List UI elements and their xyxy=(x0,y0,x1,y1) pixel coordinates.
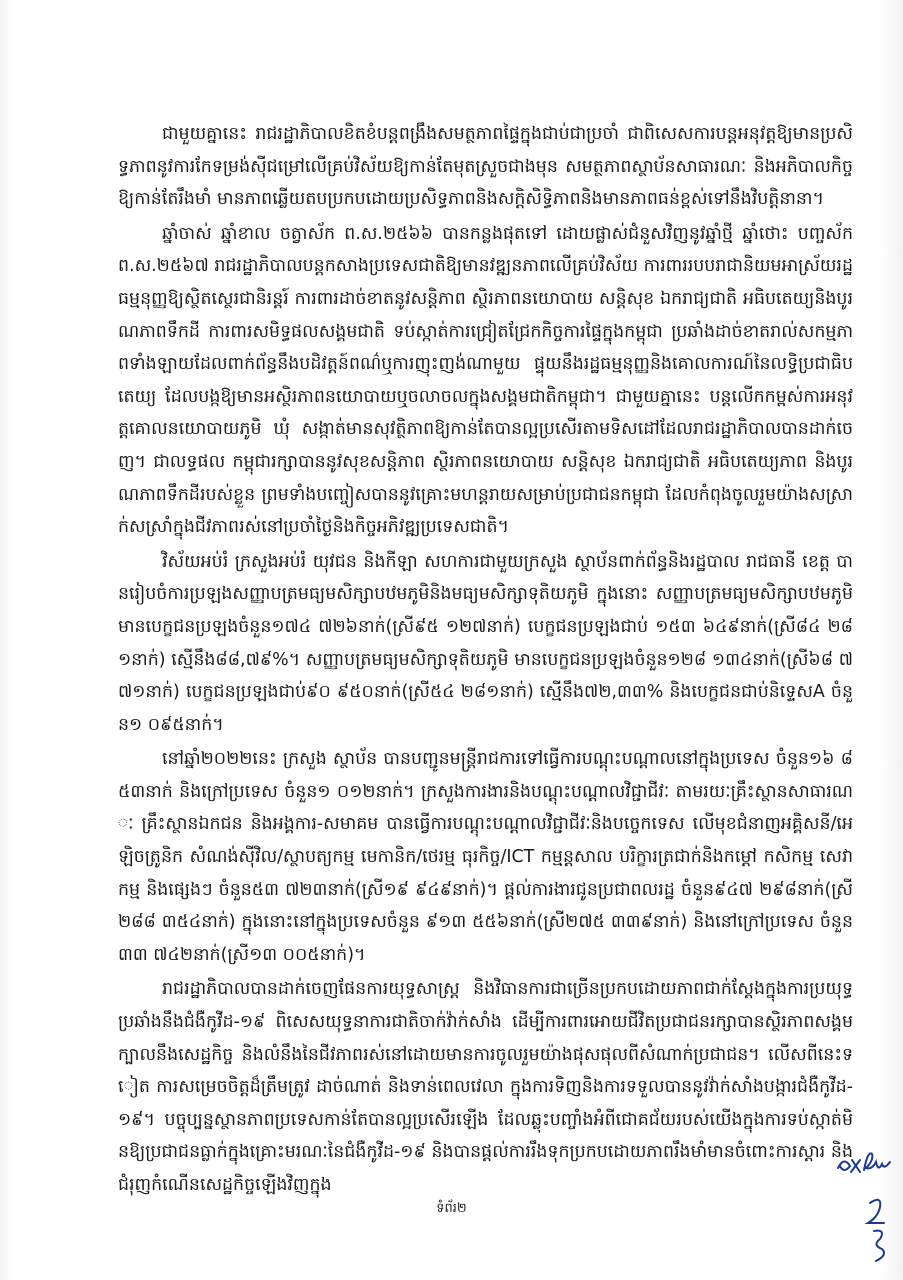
paragraph-new-year-peace: ឆ្នាំចាស់ ឆ្នាំខាល ចត្វាស័ក ព.ស.២៥៦៦ បានកន្លងផុតទៅ ដោយផ្លាស់ជំនួសវិញនូវឆ្នាំថ្មី ឆ្នាំថោះ បញ្ចស័ក ព.ស.២៥៦៧ រាជរដ្ឋាភិបាលបន្តកសាងប្រទេសជាតិឱ្យមានវឌ្ឍនភាពលើគ្រប់វិស័យ ការពាររបបរាជានិយមអាស្រ័យរដ្ឋធម្មនុញ្ញឱ្យស្ថិតស្ថេរជានិរន្តរ៍ ការពារដាច់ខាតនូវសន្តិភាព ស្ថិរភាពនយោបាយ សន្តិសុខ ឯករាជ្យជាតិ អធិបតេយ្យនិងបូរណភាពទឹកដី ការពារសមិទ្ធផលសង្គមជាតិ ទប់ស្កាត់ការជ្រៀតជ្រែកកិច្ចការផ្ទៃក្នុងកម្ពុជា ប្រឆាំងដាច់ខាតរាល់សកម្មភាពទាំងឡាយដែលពាក់ព័ន្ធនឹងបដិវត្តន៍ពណ៌ឬការញុះញង់ណាមួយ ផ្ទុយនឹងរដ្ឋធម្មនុញ្ញនិងគោលការណ៍នៃលទ្ធិប្រជាធិបតេយ្យ ដែលបង្កឱ្យមានអស្ថិរភាពនយោបាយឬចលាចលក្នុងសង្គមជាតិកម្ពុជា។ ជាមួយគ្នានេះ បន្តលើកកម្ពស់ការអនុវត្តគោលនយោបាយភូមិ ឃុំ សង្កាត់មានសុវត្ថិភាពឱ្យកាន់តែបានល្អប្រសើរតាមទិសដៅដែលរាជរដ្ឋាភិបាលបានដាក់ចេញ។ ជាលទ្ធផល កម្ពុជារក្សាបាននូវសុខសន្តិភាព ស្ថិរភាពនយោបាយ សន្តិសុខ ឯករាជ្យជាតិ អធិបតេយ្យភាព និងបូរណភាពទឹកដីរបស់ខ្លួន ព្រមទាំងបញ្ចៀសបាននូវគ្រោះមហន្តរាយសម្រាប់ប្រជាជនកម្ពុជា ដែលកំពុងចូលរួមយ៉ាងសស្រាក់សស្រាំក្នុងជីវភាពរស់នៅប្រចាំថ្ងៃនិងកិច្ចអភិវឌ្ឍប្រទេសជាតិ។ xyxy=(118,223,853,538)
paragraph-training-employment: នៅឆ្នាំ២០២២នេះ ក្រសួង ស្ថាប័ន បានបញ្ជូនមន្ត្រីរាជការទៅធ្វើការបណ្តុះបណ្តាលនៅក្នុងប្រទេស ចំនួន១៦ ៨៥៣នាក់ និងក្រៅប្រទេស ចំនួន១ ០១២នាក់។ ក្រសួងការងារនិងបណ្តុះបណ្តាលវិជ្ជាជីវៈ តាមរយៈគ្រឹះស្ថានសាធារណៈ គ្រឹះស្ថានឯកជន និងអង្គការ-សមាគម បានធ្វើការបណ្តុះបណ្តាលវិជ្ជាជីវៈនិងបច្ចេកទេស លើមុខជំនាញអគ្គិសនី/អេឡិចត្រូនិក សំណង់ស៊ីវិល/ស្ថាបត្យកម្ម មេកានិក/ថេរម្ម ធុរកិច្ច/ICT កម្មន្តសាល បរិក្ខារត្រជាក់និងកម្តៅ កសិកម្ម សេវាកម្ម និងផ្សេងៗ ចំនួន៥៣ ៧២៣នាក់(ស្រី១៩ ៩៤៩នាក់)។ ផ្តល់ការងារជូនប្រជាពលរដ្ឋ ចំនួន៩៤៧ ២៩៨នាក់(ស្រី២៨៨ ៣៥៤នាក់) ក្នុងនោះនៅក្នុងប្រទេសចំនួន ៩១៣ ៥៥៦នាក់(ស្រី២៧៥ ៣៣៩នាក់) និងនៅក្រៅប្រទេស ចំនួន៣៣ ៧៤២នាក់(ស្រី១៣ ០០៥នាក់)។ xyxy=(118,749,853,965)
page-number: ទំព័រ២ xyxy=(436,1201,467,1216)
paragraph-capacity: ជាមួយគ្នានេះ រាជរដ្ឋាភិបាលខិតខំបន្តពង្រឹងសមត្ថភាពផ្ទៃក្នុងជាប់ជាប្រចាំ ជាពិសេសការបន្តអនុវត្តឱ្យមានប្រសិទ្ធភាពនូវការកែទម្រង់ស៊ីជម្រៅលើគ្រប់វិស័យឱ្យកាន់តែមុតស្រួចជាងមុន សមត្ថភាពស្ថាប័នសាធារណៈ និងអភិបាលកិច្ចឱ្យកាន់តែរឹងមាំ មានភាពឆ្លើយតបប្រកបដោយប្រសិទ្ធភាពនិងសក្តិសិទ្ធិភាពនិងមានភាពធន់ខ្ពស់ទៅនឹងវិបត្តិនានា។ xyxy=(118,124,853,210)
document-body xyxy=(118,118,853,1204)
paragraph-covid-response: រាជរដ្ឋាភិបាលបានដាក់ចេញផែនការយុទ្ធសាស្ត្រ និងវិធានការជាច្រើនប្រកបដោយភាពជាក់ស្តែងក្នុងការប្រយុទ្ធប្រឆាំងនឹងជំងឺកូវីដ-១៩ ពិសេសយុទ្ធនាការជាតិចាក់វ៉ាក់សាំង ដើម្បីការពារអោយជីវិតប្រជាជនរក្សាបានស្ថិរភាពសង្គម ក្បាលនឹងសេដ្ឋកិច្ច និងលំនឹងនៃជីវភាពរស់នៅដោយមានការចូលរួមយ៉ាងផុសផុលពីសំណាក់ប្រជាជន។ លើសពីនេះទៀត ការសម្រេចចិត្តដ៏ត្រឹមត្រូវ ដាច់ណាត់ និងទាន់ពេលវេលា ក្នុងការទិញនិងការទទួលបាននូវវ៉ាក់សាំងបង្ការជំងឺកូវីដ-១៩។ បច្ចុប្បន្នស្ថានភាពប្រទេសកាន់តែបានល្អប្រសើរឡើង ដែលឆ្លុះបញ្ចាំងអំពីជោគជ័យរបស់យើងក្នុងការទប់ស្កាត់មិនឱ្យប្រជាជនធ្លាក់ក្នុងគ្រោះមរណៈនៃជំងឺកូវីដ-១៩ និងបានផ្តល់ការរឹងទុកប្រកបដោយភាពរឹងមាំមានចំពោះការស្តារ និងជំរុញកំណើនសេដ្ឋកិច្ចឡើងវិញក្នុង xyxy=(118,979,853,1195)
paragraph-education-exams: វិស័យអប់រំ ក្រសួងអប់រំ យុវជន និងកីឡា សហការជាមួយក្រសួង ស្ថាប័នពាក់ព័ន្ធនិងរដ្ឋបាល រាជធានី ខេត្ត បានរៀបចំការប្រឡងសញ្ញាបត្រមធ្យមសិក្សាបឋមភូមិនិងមធ្យមសិក្សាទុតិយភូមិ ក្នុងនោះ សញ្ញាបត្រមធ្យមសិក្សាបឋមភូមិមានបេក្ខជនប្រឡងចំនួន១៧៤ ៧២៦នាក់(ស្រី៩៥ ១២៧នាក់) បេក្ខជនប្រឡងជាប់ ១៥៣ ៦៤៩នាក់(ស្រី៨៤ ២៨១នាក់) ស្មើនឹង៨៨,៧៩%។ សញ្ញាបត្រមធ្យមសិក្សាទុតិយភូមិ មានបេក្ខជនប្រឡងចំនួន១២៨ ១៣៤នាក់(ស្រី៦៨ ៧៧១នាក់) បេក្ខជនប្រឡងជាប់៩០ ៩៥០នាក់(ស្រី៥៤ ២៨១នាក់) ស្មើនឹង៧២,៣៣% និងបេក្ខជនជាប់និទ្ទេសA ចំនួន១ ០៩៥នាក់។ xyxy=(118,551,853,735)
handwritten-initials xyxy=(834,1142,894,1182)
handwritten-signature-mark xyxy=(860,1195,896,1267)
